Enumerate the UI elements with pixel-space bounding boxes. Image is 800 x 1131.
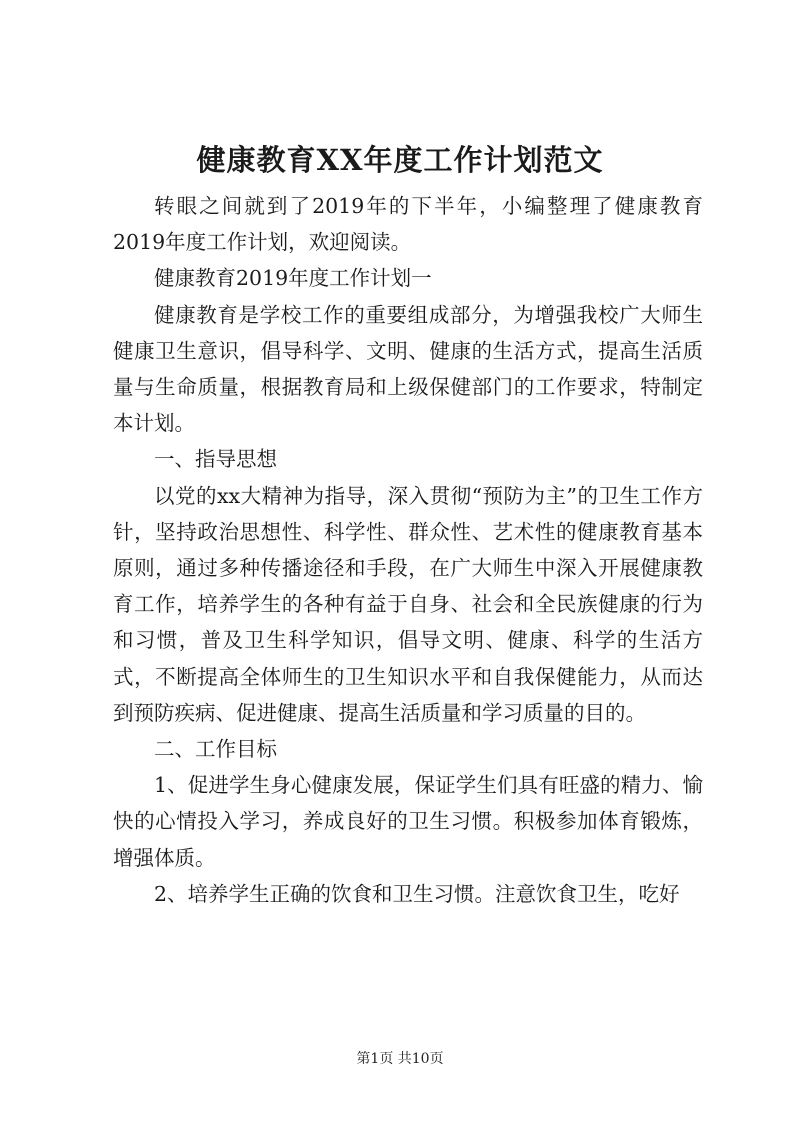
page-number-footer: 第1页 共10页 <box>356 1051 444 1067</box>
goal-item-2: 2、培养学生正确的饮食和卫生习惯。注意饮食卫生，吃好 <box>154 881 680 906</box>
overview-paragraph: 健康教育是学校工作的重要组成部分，为增强我校广大师生健康卫生意识，倡导科学、文明、健康的生活方式，提高生活质量与生命质量，根据教育局和上级保健部门的工作要求，特制定本计划。 <box>113 302 703 436</box>
section-heading-guiding-ideology: 一、指导思想 <box>154 447 277 472</box>
intro-paragraph: 转眼之间就到了2019年的下半年，小编整理了健康教育2019年度工作计划，欢迎阅读。 <box>113 194 703 255</box>
plan-subtitle: 健康教育2019年度工作计划一 <box>154 266 432 291</box>
guiding-ideology-paragraph: 以党的xx大精神为指导，深入贯彻“预防为主”的卫生工作方针，坚持政治思想性、科学性、群众性、艺术性的健康教育基本原则，通过多种传播途径和手段，在广大师生中深入开展健康教育工作，培养学生的各种有益于自身、社会和全民族健康的行为和习惯，普及卫生科学知识，倡导文明、健康、科学的生活方式，不断提高全体师生的卫生知识水平和自我保健能力，从而达到预防疾病、促进健康、提高生活质量和学习质量的目的。 <box>113 483 703 725</box>
document-body <box>113 188 703 912</box>
goal-item-1: 1、促进学生身心健康发展，保证学生们具有旺盛的精力、愉快的心情投入学习，养成良好的卫生习惯。积极参加体育锻炼，增强体质。 <box>113 773 703 870</box>
section-heading-work-goals: 二、工作目标 <box>154 737 277 762</box>
document-title: 健康教育XX年度工作计划范文 <box>196 143 604 177</box>
